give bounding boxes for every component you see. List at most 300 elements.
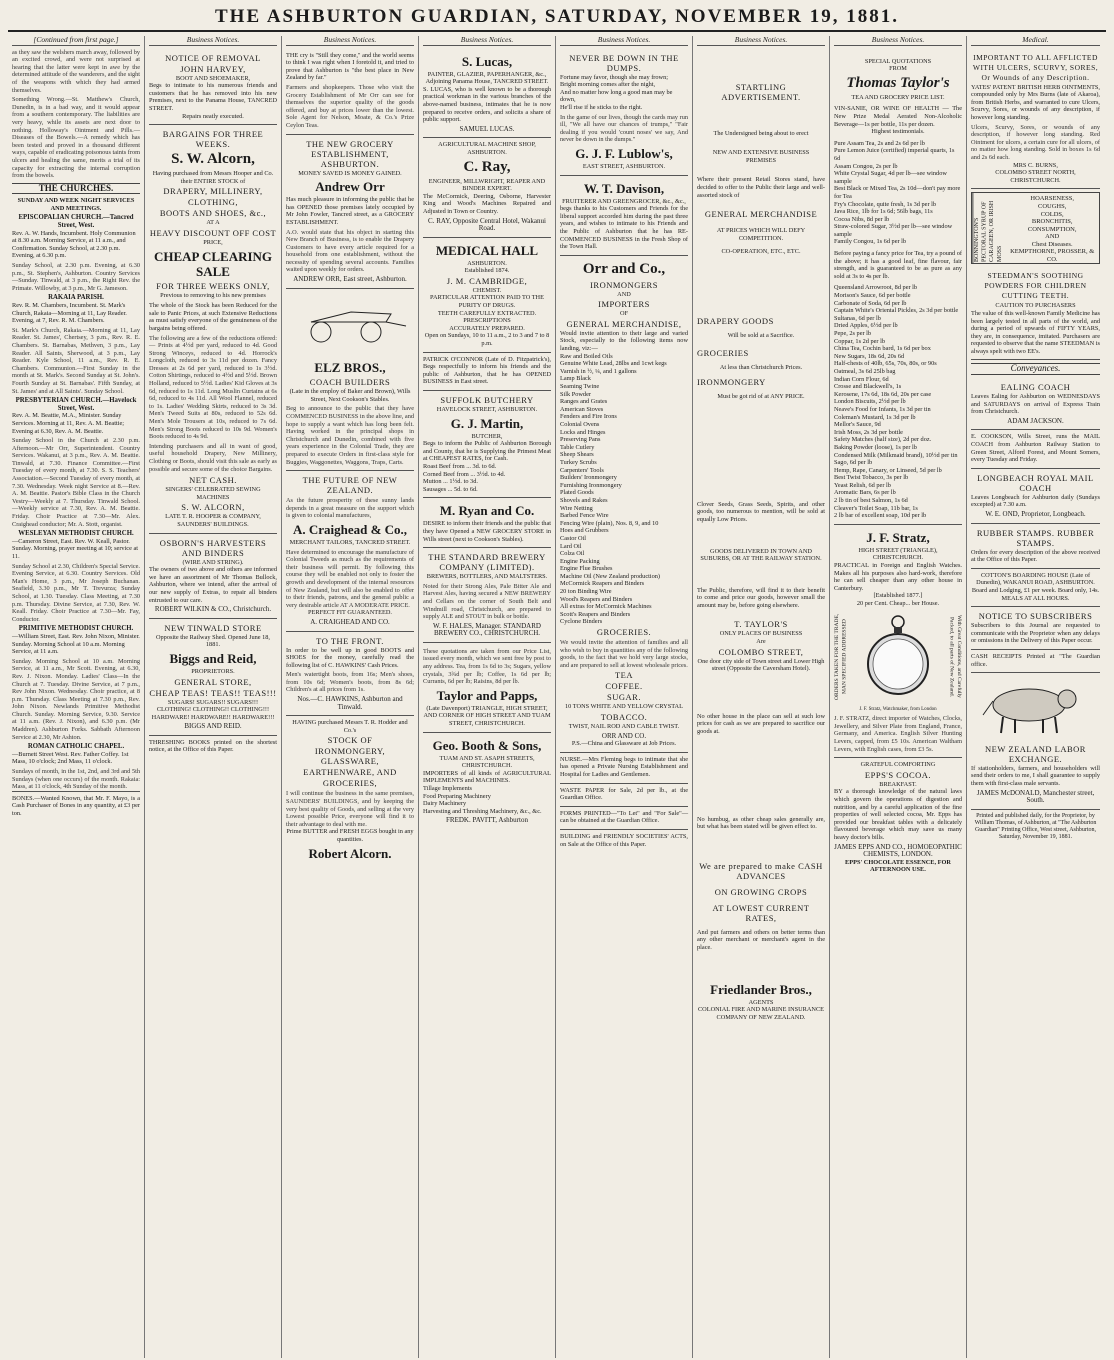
ealing-body: Leaves Ealing for Ashburton on WEDNESDAYS and SATURDAYS on arrival of Express Train from Christchurch.: [971, 393, 1100, 416]
osborn-title: OSBORN'S HARVESTERS AND BINDERS: [159, 537, 267, 558]
alcorn-filler: Intending purchasers and all in want of good, useful household Drapery, New Millinery, Clothing or Boots, should visit this sale as early as possible and secure some of the choice Bargains.: [149, 442, 277, 473]
cambridge-line: PARTICULAR ATTENTION PAID TO THE PURITY OF DRUGS.: [430, 294, 544, 310]
davison-sub: FRUITERER AND GREENGROCER, &c., &c.,: [562, 197, 686, 205]
church-entry: [12, 625, 140, 655]
list-item: Irish Moss, 2s 3d per bottle: [834, 428, 903, 436]
list-item: Silk Powder: [560, 390, 591, 398]
cocoa-grateful: GRATEFUL COMFORTING: [860, 761, 936, 769]
martin-price: Roast Beef from ... 3d. to 6d.: [423, 462, 497, 470]
ray-sub: ENGINEER, MILLWRIGHT, REAPER AND BINDER EXPERT.: [428, 177, 546, 193]
seeds-text: Clover Seeds, Grass Seeds, Spirits, and other goods, too numerous to mention, will be sold at equally Low Prices.: [697, 500, 825, 523]
column-head: Business Notices.: [560, 36, 688, 46]
groceries-title: GROCERIES: [697, 347, 749, 358]
list-item: Cleaver's Toilet Soap, 11b bar, 1s: [834, 504, 918, 512]
bonnington-vertical: BONNINGTON'S PECTORAL SYRUP OF CARAGEEN, OR IRISH MOSS: [972, 193, 1005, 263]
yates-filler: Ulcers, Scurvy, Sores, or wounds of any description, if however long standing. Red Ointment for ulcers, a certain cure for all ulcers, of no matter how long standing. Sold in boxes 1s 6d and 2s 6d each.: [971, 123, 1100, 161]
orr-name: Andrew Orr: [315, 179, 385, 195]
ealing-title: EALING COACH: [1000, 382, 1071, 393]
booth-item: Harvesting and Threshing Machinery, &c., &c.: [423, 807, 542, 815]
martin-price: Corned Beef from ... 3½d. to 4d.: [423, 470, 506, 478]
list-item: Hoes and Grubbers: [560, 527, 609, 535]
brewery-ad: [423, 548, 551, 643]
biggs-general: GENERAL STORE,: [174, 676, 252, 687]
hodder-filler: I will continue the business in the same premises, SAUNDERS' BUILDINGS, and by keeping the very best quality of Goods, and selling at the very Lowest possible Price, everyone will find it to their advantage to deal with me.: [286, 790, 414, 828]
watch-price: 20 per Cent. Cheap... ber House.: [856, 600, 940, 607]
nurse-text: NURSE.—Mrs Fleming begs to intimate that she has opened a Private Nursing Establishment and Hospital for Ladies and Gentlemen.: [560, 755, 688, 778]
column-4: [419, 36, 556, 1358]
list-item: 20 ton Binding Wire: [560, 588, 612, 596]
biggs-sign: BIGGS AND REID.: [184, 722, 242, 731]
davison-ad: [560, 176, 688, 256]
watch-block: [834, 608, 962, 706]
labor-ad: [971, 740, 1100, 810]
cambridge-ad: [423, 238, 551, 353]
brewery-sub: BREWERS, BOTTLERS, AND MALTSTERS.: [426, 573, 548, 581]
list-item: Preserving Pans: [560, 436, 601, 444]
booth-item: Dairy Machinery: [423, 800, 467, 808]
bonnington-item: COUGHS,: [1038, 202, 1067, 210]
list-item: Sheep Shears: [560, 451, 594, 459]
column-head: [Continued from first page.]: [12, 36, 140, 46]
poem-line: Fortune may favor, though she may frown;: [560, 73, 668, 81]
epps-ad: [834, 758, 962, 878]
list-item: Lamp Black: [560, 375, 591, 383]
biggs-name: Biggs and Reid,: [169, 650, 257, 666]
hodder-line: GROCERIES,: [322, 778, 378, 789]
elz-title: ELZ BROS.,: [314, 360, 386, 376]
taylor-body2: NEW AND EXTENSIVE BUSINESS PREMISES: [712, 149, 810, 164]
osborn-ad: [149, 534, 277, 619]
stratz-established: [Established 1877.]: [873, 592, 923, 600]
growing-crops: ON GROWING CROPS: [714, 886, 808, 897]
list-item: 2 lb bar of excellent soap, 10d per lb: [834, 512, 927, 520]
church-filler: Sunday School, at 2.30 p.m. Evening, at 6.30 p.m., St. Stephen's, Ashburton. Country Services—Sunday. Tinwald, at 3 p.m., the Right Rev. the Primate. Willowby, at 3 p.m., Mr G. Jameson.: [12, 262, 140, 292]
martin-price: Sausages ... 5d. to 6d.: [423, 485, 478, 493]
cocoa-sign: JAMES EPPS AND CO., HOMOEOPATHIC CHEMISTS, LONDON.: [834, 842, 962, 859]
front-body: In order to be well up in good BOOTS and SHOES for the money, carefully read the following list of C. HAWKINS' Cash Prices.: [286, 646, 414, 669]
cookson-text: E. COOKSON, Wills Street, runs the MAIL COACH from Ashburton Railway Station to Green Street, Alford Forest, and Mount Somers, every Tuesday and Friday.: [971, 433, 1100, 464]
cry-ad: [286, 49, 414, 135]
coffee-title: COFFEE.: [605, 681, 643, 692]
list-item: Coppar, 1s 2d per lb: [834, 337, 885, 345]
ray-sign: C. RAY, Opposite Central Hotel, Wakanui Road.: [428, 216, 546, 233]
list-item: Mellor's Sauce, 9d: [834, 421, 881, 429]
column-6: [693, 36, 830, 1358]
craighead-name: A. Craighead & Co.,: [292, 521, 408, 537]
ealing-sign: ADAM JACKSON.: [1007, 416, 1064, 425]
list-item: Assam Congou, 2s per lb: [834, 162, 898, 170]
watch-label: J. F. Stratz, Watchmaker, from London: [859, 706, 937, 712]
list-item: Builders' Ironmongery: [560, 474, 617, 482]
waste-notice: [560, 784, 688, 807]
alcorn2-sub: LATE T. R. HOOPER & COMPANY, SAUNDERS' BUILDINGS.: [165, 513, 261, 528]
list-item: Wood's Reapers and Binders: [560, 595, 633, 603]
bonnington-item: BRONCHITIS,: [1031, 218, 1073, 226]
list-item: Best Black or Mixed Tea, 2s 10d—don't pay more for Tea: [834, 185, 961, 200]
list-item: Family Congou, 1s 6d per lb: [834, 238, 907, 246]
future-filler: As the future prosperity of these sunny lands depends in a great measure on the support which is given to colonial manufactures,: [286, 497, 414, 520]
cocoa-also: EPPS' CHOCOLATE ESSENCE, FOR AFTERNOON USE.: [845, 858, 951, 874]
sugar-body: 10 TONS WHITE AND YELLOW CRYSTAL: [565, 703, 683, 711]
orr-ps: P.S.—China and Glassware at Job Prices.: [571, 740, 677, 748]
ironmongery-title: IRONMONGERY: [697, 377, 766, 388]
alcorn-sale: CHEAP CLEARING SALE: [153, 248, 273, 279]
orr-co-line: IMPORTERS: [598, 299, 650, 310]
oconnor-ad: [423, 353, 551, 391]
longbeach-sign: W. E. OND, Proprietor, Longbeach.: [985, 510, 1086, 518]
taylor-filler: These quotations are taken from our Price List, issued every month, which we sent free by post to any address. Tea, from 1s 6d to 3s; Sugars, yellow crystals, 3¾d per lb; Coffee, 1s 6d per lb; Currants, 6d per lb; Raisins, 8d per lb.: [423, 647, 551, 686]
column-2: [145, 36, 282, 1358]
taylor-name: Taylor and Papps,: [436, 687, 538, 703]
forms-text: FORMS PRINTED—"To Let" and "For Sale"—can be obtained at the Guardian Office.: [560, 809, 688, 825]
news-filler: Something Wrong.—St. Matthew's Church, Dunedin, is in a bad way, and it would appear from a southern contemporary. The liabilities are very heavy, while its assets are next door to nothing. Holloway's Ointment and Pills.—Diseases of the Bowels.—A remedy which has been tested and proved in a thousand different ways, capable of eradicating poisonous taints from ulcers and healing the same, merits a trial of its capacity for extracting the internal corruption from the bowels.: [12, 96, 140, 180]
booth-ad: [423, 733, 551, 829]
list-item: Morison's Sauce, 6d per bottle: [834, 292, 911, 300]
orr-co-line: GENERAL MERCHANDISE,: [566, 318, 682, 329]
steedman-ad: [971, 267, 1100, 360]
list-item: Dried Apples, 6½d per lb: [834, 322, 898, 330]
grocery-title: THE NEW GROCERY ESTABLISHMENT, ASHBURTON.: [306, 138, 394, 169]
column-head: Business Notices.: [149, 36, 277, 46]
robert-alcorn: Robert Alcorn.: [308, 845, 392, 861]
building-text: BUILDING and FRIENDLY SOCIETIES' ACTS, on Sale at the Office of this Paper.: [560, 832, 688, 848]
list-item: Varnish in ½, ¼, and 1 gallons: [560, 367, 637, 375]
money-saved: MONEY SAVED IS MONEY GAINED.: [298, 169, 402, 177]
church-filler: Sunday School in the Church at 2.30 p.m. Afternoon.—Mr Orr, Superintendent. Country Services. Wakanui, at 3 p.m., Rev. A. M. Beattie. Tinwald, at 7.30. Finance Committee.—First Tuesday of every month, at 7.30. S. S. Teachers' Association.—Second Tuesday of every month, at 7.30. Wednesday. Week night Service at 8.—Rev. A. M. Beattie. Pastor's Bible Class in the Church Vestry—Weekly at 7. Thursday. Tinwald School.—Weekly service at 7.30, Rev. A. M. Beattie. Friday. Choir Practice at 7.30—Mr. Alex. Craighead conductor; Mr. A. Stott, organist.: [12, 437, 140, 528]
list-item: Wire Netting: [560, 504, 593, 512]
list-item: Crosse and Blackwell's, 1s: [834, 383, 902, 391]
medical-hall-sub: ASHBURTON.: [467, 259, 507, 267]
orr-co-ad: [560, 256, 688, 753]
cotton-board: Board and Lodging, £1 per week. Board only, 14s.: [971, 586, 1100, 594]
list-item: Carbonate of Soda, 6d per lb: [834, 299, 907, 307]
bonnington-body: [1005, 193, 1099, 263]
bonnington-ad: [971, 192, 1100, 264]
yates-text: YATES' PATENT BRITISH HERB OINTMENTS, compounded only by Mrs Burns (late of Akaroa), from British Herbs, and warranted to cure Ulcers, Scurvy, Sores, or wounds of any description, if however long standing.: [971, 83, 1100, 121]
lucas-name: S. Lucas,: [461, 53, 513, 69]
list-item: Baking Powder (loose), 1s per lb: [834, 443, 917, 451]
churches-subtitle: SUNDAY AND WEEK NIGHT SERVICES AND MEETINGS.: [17, 197, 135, 212]
orr-filler: A.O. would state that his object in starting this New Branch of Business, is to enable the Drapery Customers to have every article required for a household from one establishment, without the necessity of spending several accounts. Families waited upon weekly for orders.: [286, 228, 414, 274]
ray-title: AGRICULTURAL MACHINE SHOP, ASHBURTON.: [438, 141, 536, 156]
booth-item: Tillage Implements: [423, 785, 472, 792]
osborn-sub: (WIRE AND STRING).: [182, 558, 244, 566]
front-title: TO THE FRONT.: [316, 635, 384, 646]
ray-name: C. Ray,: [463, 158, 511, 175]
church-detail: Rev. R. M. Chambers, Incumbent. St. Mark's Church, Rakaia—Morning at 11, Lay Reader. Evening, at 7, Rev. R. M. Chambers.: [12, 302, 127, 325]
list-item: Cyclone Binders: [560, 618, 603, 626]
list-item: American Stoves: [560, 405, 604, 413]
burns-sign: MRS C. BURNS,: [1013, 161, 1058, 169]
list-item: Ranges and Grates: [560, 398, 608, 406]
medical-hall: MEDICAL HALL: [435, 242, 539, 258]
stratz-ad: [834, 525, 962, 758]
sugar-title: SUGAR.: [607, 692, 641, 703]
tinwald-ad: [149, 619, 277, 736]
prices-body: No other house in the place can sell at such low prices for cash as we are prepared to sacrifice our goods at.: [697, 712, 825, 736]
orr-ad: [286, 135, 414, 289]
drapery-sub: Will be sold at a Sacrifice.: [727, 331, 795, 339]
orr-sign: ANDREW ORR, East street, Ashburton.: [293, 275, 407, 284]
church-entry: [12, 743, 140, 766]
alcorn-line: PRICE,: [203, 238, 223, 246]
cash-receipts-ad: [971, 650, 1100, 673]
kempthorne: KEMPTHORNE, PROSSER, & CO.: [1010, 248, 1095, 264]
bonnington-item: HOARSENESS,: [1030, 195, 1074, 203]
alcorn-removing: Previous to removing to his new premises: [160, 291, 266, 299]
suffolk-sub: HAVELOCK STREET, ASHBURTON.: [436, 406, 538, 413]
cambridge-hours: Open on Sundays, 10 to 11 a.m., 2 to 3 and 7 to 8 p.m.: [424, 332, 550, 348]
list-item: Furnishing Ironmongery: [560, 481, 622, 489]
taylor-sign: T. TAYLOR'S: [734, 619, 788, 630]
list-item: Colonial Ovens: [560, 421, 600, 428]
special-quotations: SPECIAL QUOTATIONS: [864, 57, 932, 65]
cry-text: THE cry is "Still they come," and the world seems to think I was right when I foretold it, and tried to prove that Ashburton is "the best place in New Zealand by far.": [286, 51, 414, 82]
groceries-filler: We would invite the attention of families and all who wish to buy in quantities any of the following goods, to the fact that we hold very large stocks, and are prepared to sell at lowest wholesale prices.: [560, 639, 688, 669]
cocoa-body: BY a thorough knowledge of the natural laws which govern the operations of digestion and nutrition, and by a careful application of the fine properties of well selected cocoa, Mr. Epps has provided our breakfast tables with a delicately flavoured beverage which may save us many heavy doctor's bills.: [834, 788, 962, 841]
from-label: FROM: [889, 65, 907, 73]
column-head: Medical.: [971, 36, 1100, 46]
church-detail: Rev. A. M. Beattie, M.A., Minister. Sunday Services. Morning at 11, Rev. A. M. Beattie; Evening at 6.30, Rev. A. M. Beattie.: [12, 412, 124, 435]
alcorn-line: BOOTS AND SHOES, &c.,: [159, 208, 267, 219]
list-item: Raw and Boiled Oils: [560, 352, 613, 360]
column-7: [830, 36, 967, 1358]
alcorn-name: S. W. Alcorn,: [171, 151, 255, 168]
longbeach-ad: [971, 469, 1100, 524]
martin-ad: [423, 391, 551, 498]
orr-sign: ORR AND CO.: [601, 731, 647, 740]
poem-line: He'll rise if he sticks to the right.: [560, 103, 643, 111]
tinwald-title: NEW TINWALD STORE: [164, 622, 262, 633]
alcorn-line: DRAPERY, MILLINERY,: [163, 186, 263, 197]
ray-ad: [423, 138, 551, 237]
cambridge-line: TEETH CAREFULLY EXTRACTED.: [437, 309, 537, 317]
list-item: New Sugars, 18s 6d, 20s 6d: [834, 352, 905, 360]
craighead-filler: Have determined to encourage the manufacture of Colonial Tweeds as much as the requirements of their business will permit. By following this course they will be enabled not only to foster the growth and development of the internal resources of New Zealand, but will also be enabled to offer to their friends, patrons, and the general public a very desirable article AT A MODERATE PRICE.: [286, 548, 414, 609]
church-name: RAKAIA PARISH.: [48, 294, 104, 302]
bonnington-item: AND: [1045, 233, 1060, 241]
vinegar-text: VIN-SANIE, OR WINE OF HEALTH — The New Prize Medal Aerated Non-Alcoholic Beverage—1s per bottle, 11s per dozen.: [834, 105, 962, 128]
list-item: Plated Goods: [560, 489, 594, 497]
list-item: Queensland Arrowroot, 8d per lb: [834, 284, 918, 292]
list-item: Straw-colored Sugar, 3½d per lb—see window sample: [834, 223, 953, 238]
list-item: Hemp, Rape, Canary, or Linseed, 5d per lb: [834, 466, 942, 474]
tobacco-body: TWIST, NAIL ROD AND CABLE TWIST.: [568, 723, 680, 730]
ray-body: The McCormick, Deering, Osborne, Harvester King and Wood's Machines Repaired and Adjusted in Town or Country.: [423, 192, 551, 215]
biggs-sugar: SUGARS! SUGARS!! SUGARS!!!: [167, 698, 259, 706]
martin-price: Mutton ... 1½d. to 3d.: [423, 478, 478, 486]
list-item: Fenders and Fire Irons: [560, 413, 617, 421]
agents: AGENTS: [748, 998, 774, 1006]
longbeach-body: Leaves Longbeach for Ashburton daily (Sundays excepted) at 7.30 a.m.: [971, 493, 1100, 509]
list-item: White Crystal Sugar, 4d per lb—see window sample: [834, 170, 947, 185]
church-filler: Sunday School at 2.30, Children's Special Service. Evening Service, at 6.30. Country Services. Old Man's Home, 3 p.m., Mr Joseph Buchanan. Seafield, 3.30 p.m., Mr T. Trevurza; Sunday School, at 1.30. Tuesday. Class Meeting, at 7.30 p.m. Thursday. Divine Service, at 7.30, Rev. W. Keall. Friday. Choir Practice at 7.30—Mr. Fay, Conductor.: [12, 562, 140, 623]
orr-co-line: IRONMONGERS: [590, 279, 658, 290]
public-body: The Public, therefore, will find it to their benefit to come and price our goods, however small the amount may be, before going elsewhere.: [697, 586, 825, 609]
highest-text: Highest testimonials.: [871, 128, 925, 136]
news-paragraph: as they saw the welshers march away, followed by an excited crowd, and were not surprised at hearing that the latter were kept in awe by the determined attitude of the wanderers, and the sight of the weapons with which they had armed themselves.: [12, 48, 140, 94]
church-entry: [12, 214, 140, 260]
column-head: Business Notices.: [697, 36, 825, 46]
cattle-illustration: [971, 675, 1089, 735]
conveyances-head: Conveyances.: [971, 363, 1100, 375]
elz-ad: [286, 289, 414, 472]
vertical-text-1: ORDERS TAKEN FOR THE TRADE, MAN SPECIFIED ADDRESSED: [834, 613, 848, 700]
caution-title: CAUTION TO PURCHASERS: [995, 302, 1076, 310]
farmers-text: And put farmers and others on better terms than any other merchant or merchant's agent in the place.: [697, 928, 825, 951]
davison-name: W. T. Davison,: [583, 180, 665, 196]
list-item: Captain White's Oriental Pickles, 2s 3d per bottle: [834, 307, 959, 315]
column-3: [282, 36, 419, 1358]
craighead-ad: [286, 471, 414, 631]
bargains-title: BARGAINS FOR THREE WEEKS.: [162, 129, 264, 150]
rubber-ad: [971, 524, 1100, 569]
churches-title: THE CHURCHES.: [12, 183, 140, 195]
cash-receipts-text: CASH RECEIPTS Printed at "The Guardian office.: [971, 652, 1100, 668]
alcorn-filler: The following are a few of the reductions offered:— Prints at 4½d per yard, reduced to 4d. Good Strong Winceys, reduced to 4d. Horrock's Longcloth, reduced to 3s 11d per dozen. Fancy Dresses at 2s 6d per yard, reduced to 1s 3½d. Cotton Shirtings, reduced to 4½d and 5½d. Brown Holland, reduced to 5½d. Ladies' Kid Gloves at 3s 6d, reduced to 1s 11d. Long Muslin Curtains at 6s 6d, reduced to 4s 11d. All Wool Flannel, reduced to 1s. Ladies' Wedding Skirts, reduced to 3s 3d. Men's Tweed Suits at 80s, reduced to 52s 6d. Men's Mole Trousers at 10s, reduced to 7s 6d. Men's Strong Boots reduced to 10s 9d. Women's Boots reduced to 4s 9d.: [149, 334, 277, 441]
price-items-list: [834, 140, 962, 246]
orr-co-body: Would invite attention to their large and varied Stock, especially to the following items now landing, viz:—: [560, 329, 688, 353]
alcorn-text: Having purchased from Messrs Hooper and Co. their ENTIRE STOCK of: [152, 170, 274, 185]
ryan-name: M. Ryan and Co.: [439, 503, 535, 519]
list-item: Shovels and Rakes: [560, 496, 608, 504]
bones-text: BONES.—Wanted Known, that Mr. F. Mayo, is a Cash Purchaser of Bones in any quantity, at £3 per ton.: [12, 794, 140, 817]
biggs-cheap: CHEAP TEAS! TEAS!! TEAS!!!: [149, 687, 277, 698]
orr-co-name: Orr and Co.,: [582, 260, 666, 277]
column-5: [556, 36, 693, 1358]
butter: Prime BUTTER and FRESH EGGS bought in any quantities.: [286, 828, 414, 843]
list-item: Java Rice, 1lb for 1s 6d; 56lb bags, 11s: [834, 208, 933, 216]
drapery-title: DRAPERY GOODS: [697, 315, 774, 326]
taylor-colombo: COLOMBO STREET,: [718, 646, 804, 657]
bonnington-item: Chest Diseases.: [1031, 240, 1073, 248]
church-name: WESLEYAN METHODIST CHURCH.: [18, 530, 134, 538]
column-head: Business Notices.: [286, 36, 414, 46]
bones-notice: [12, 791, 140, 822]
oconnor-text: PATRICK O'CONNOR (Late of D. Fitzpatrick's), Begs respectfully to inform his friends and the public of Ashburton, that he has OPENED BUSINESS in East street.: [423, 355, 551, 386]
biggs-hardware: HARDWARE! HARDWARE!! HARDWARE!!!: [151, 713, 275, 721]
church-name: ROMAN CATHOLIC CHAPEL.: [27, 743, 125, 751]
column-1: [8, 36, 145, 1358]
orr-co-line: AND: [617, 290, 631, 298]
list-item: Pure Assam Tea, 2s and 2s 6d per lb: [834, 139, 925, 147]
alcorn-ad: [149, 125, 277, 533]
list-item: Yeast Relish, 6d per lb: [834, 481, 891, 489]
list-item: Indian Corn Flour, 6d: [834, 375, 889, 383]
martin-name: G. J. Martin,: [450, 415, 524, 431]
lucas-addr: Adjoining Panama House, TANCRED STREET.: [425, 78, 549, 86]
hodder-ad: [286, 716, 414, 866]
ryan-ad: [423, 498, 551, 548]
thomas-taylor-name: Thomas Taylor's: [846, 74, 950, 91]
harvey-sign: Repairs neatly executed.: [182, 112, 244, 120]
list-item: Fry's Chocolate, quite fresh, 1s 3d per lb: [834, 200, 937, 208]
ealing-ad: [971, 378, 1100, 430]
cocoa-name: EPPS'S COCOA.: [864, 769, 932, 780]
church-name: PRIMITIVE METHODIST CHURCH.: [18, 625, 134, 633]
biggs-clothing: CLOTHING! CLOTHING!! CLOTHING!!!: [156, 706, 270, 714]
caution-body: The value of this well-known Family Medicine has been largely tested in all parts of the world, and during a period of upwards of FIFTY YEARS, they are, in consequence, imitated. Purchasers are requested to observe that the name STEEDMAN is always spelt with two EE's.: [971, 309, 1100, 355]
cotton-title: COTTON'S BOARDING HOUSE (Late of Dunedin), WAKANUI ROAD, ASHBURTON.: [976, 571, 1095, 587]
established: Established 1874.: [464, 267, 510, 275]
church-filler: Sundays of month, in the 1st, 2nd, and 3rd and 5th Sundays (when one occurs) of the month. Rakaia: Mass, at 11 o'clock, 4th Sunday of the month.: [12, 768, 140, 791]
groceries-title: GROCERIES.: [596, 627, 652, 638]
list-item: Engine Flue Brushes: [560, 565, 613, 573]
harvey-text: Begs to intimate to his numerous friends and customers that he has removed into his new Premises, next to the Panama House, TANCRED STREET.: [149, 82, 277, 112]
friedlander-name: Friedlander Bros.,: [710, 981, 812, 997]
church-detail: —William Street, East. Rev. John Nixon, Minister. Sunday. Morning School at 10 a.m. Morning Service, at 11 a.m.: [12, 632, 140, 656]
groceries-sub: At less than Christchurch Prices.: [719, 363, 803, 371]
tea-title: TEA: [614, 670, 634, 681]
vertical-text-2: With Great Conditions, and Carefully Packed, to all parts of New Zealand.: [948, 615, 962, 698]
list-item: Barbed Fence Wire: [560, 512, 609, 520]
buggy-illustration: [291, 294, 409, 354]
list-item: Fencing Wire (plain), Nos. 8, 9, and 10: [560, 519, 659, 527]
nurse-notice: [560, 753, 688, 784]
list-item: China Tea, Cochin bard, 1s 6d per box: [834, 345, 931, 353]
building-notice: [560, 830, 688, 852]
cotton-ad: [971, 569, 1100, 607]
orr-items-list: [560, 353, 688, 626]
steedman-title: STEEDMAN'S SOOTHING POWDERS FOR CHILDREN CUTTING TEETH.: [984, 271, 1087, 301]
masthead: THE ASHBURTON GUARDIAN, SATURDAY, NOVEMBER 19, 1881.: [8, 6, 1106, 32]
osborn-body: The owners of two above and others are informed we have an assortment of Mr Thomas Bullock, Ashburton, where we intend, after the arrival of our new supply of Extras, to repair all binders entrusted to our care.: [149, 566, 277, 604]
list-item: Engine Packing: [560, 557, 600, 565]
alcorn2-name: S. W. ALCORN,: [181, 502, 245, 513]
list-item: Scott's Reapers and Binders: [560, 610, 631, 618]
harvey-name: JOHN HARVEY,: [180, 63, 246, 74]
poem-title: NEVER BE DOWN IN THE DUMPS.: [569, 52, 679, 73]
cry-filler: Farmers and shopkeepers. Those who visit the Grocery Establishment of Mr Orr can see for themselves the superior quality of the goods offered, and buy at prices lower than the lowest. Sole Agent for Nelson, Moate, & Co.'s Prize Ceylon Teas.: [286, 83, 414, 129]
column-8: [967, 36, 1104, 1358]
burns-ad: [971, 49, 1100, 190]
poem-line: And no matter how long a good man may be down,: [560, 88, 673, 104]
suffolk-title: SUFFOLK BUTCHERY: [440, 395, 534, 405]
list-item: Cocoa Nibs, 8d per lb: [834, 215, 890, 223]
list-item: Condensed Milk (Milkmaid brand), 10½d per tin: [834, 451, 958, 459]
brewery-filler: Noted for their Strong Ales, Pale Bitter Ale and Harvest Ales, having secured a NEW BREWERY and Cellars on the corner of South Belt and Windmill road, Christchurch, are prepared to supply ALE and STOUT in bulk or bottle.: [423, 582, 551, 621]
church-detail: —Burnett Street West. Rev. Father Coffey. 1st Mass, 10 o'clock; 2nd Mass, 11 o'clock.: [12, 750, 129, 766]
rubber-title: RUBBER STAMPS. RUBBER STAMPS.: [976, 527, 1095, 548]
threshing-notice: [149, 736, 277, 758]
poem-filler: In the game of our lives, though the cards may run ill, "We all have our chances of trumps," "Fair dealing if you would 'count noses' we say, And never be down in the dumps.": [560, 113, 688, 144]
taylor-places: ONLY PLACES OF BUSINESS: [719, 630, 803, 638]
cocoa-break: BREAKFAST.: [879, 780, 917, 788]
forms-notice: [560, 807, 688, 830]
list-item: Machine Oil (New Zealand production): [560, 572, 661, 580]
church-filler: Sunday. Morning School at 10 a.m. Morning Service, at 11 a.m., Mr Scott. Evening, at 6.30, Rev. J. Nixon. Monday. Ladies' Class—In the Church at 7. Tuesday. Divine Service, at 7 p.m., Rev John Nixon. Wednesday. Choir practice, at 8 p.m. Thursday. Class Meeting at 7.30 p.m., Rev. John Nixon. Newlands Primitive Methodist Church. Sunday. Morning Service, 9.30. Service at 11 a.m. (Rev. J. Nixon), and 6.30 p.m. (Mr Maddren). Ashburton Forks. Sabbath Afternoon Service at 2.30, Mr Ashton.: [12, 657, 140, 741]
list-item: Castor Oil: [560, 534, 587, 542]
imprint: Printed and published daily, for the Proprietor, by William Thomas, of Ashburton, at "The Ashburton Guardian" Printing Office, West street, Ashburton, Saturday, November 19, 1881.: [974, 812, 1097, 840]
humbug-text: No humbug, as other cheap sales generally are, but what has been stated will be given effect to.: [697, 815, 825, 831]
tinwald-sub: Opposite the Railway Shed. Opened June 18, 1881.: [155, 633, 271, 649]
ironmongery-sub: Must be got rid of at ANY PRICE.: [717, 393, 805, 401]
martin-body: Begs to inform the Public of Ashburton Borough and County, that he is Supplying the Primest Meat at CHEAPEST RATES, for Cash.: [423, 440, 551, 463]
removal-title: NOTICE OF REMOVAL: [165, 52, 261, 63]
hodder-line: STOCK OF: [327, 735, 373, 746]
tea-body: Before paying a fancy price for Tea, try a pound of the above; it has a good leaf, fine flavour, fair strength, and is guaranteed to be as pure as any sold at 3s to 4s per lb.: [834, 250, 962, 280]
important-title: IMPORTANT TO ALL AFFLICTED WITH ULCERS, SCURVY, SORES, Or Wounds of any Description.: [972, 52, 1099, 82]
ryan-body: DESIRE to inform their friends and the public that they have Opened a NEW GROCERY STORE in Wills street (next to Cookson's Stables).: [423, 520, 551, 543]
craighead-sign: A. CRAIGHEAD AND CO.: [310, 617, 390, 626]
list-item: London Biscuits, 2½d per lb: [834, 398, 906, 406]
lublow-name: G. J. F. Lublow's,: [575, 145, 673, 161]
harvey-trade: BOOT AND SHOEMAKER,: [175, 74, 251, 82]
taylor-sub: (Late Davenport) TRIANGLE, HIGH STREET, AND CORNER OF HIGH STREET AND TUAM STREET, CHRISTCHURCH.: [423, 704, 551, 728]
osborn-sign: ROBERT WILKIN & CO., Christchurch.: [154, 605, 272, 614]
price-items-list-2: [834, 284, 962, 519]
hodder-title: HAVING purchased Messrs T. R. Hodder and Co.'s: [292, 719, 408, 734]
